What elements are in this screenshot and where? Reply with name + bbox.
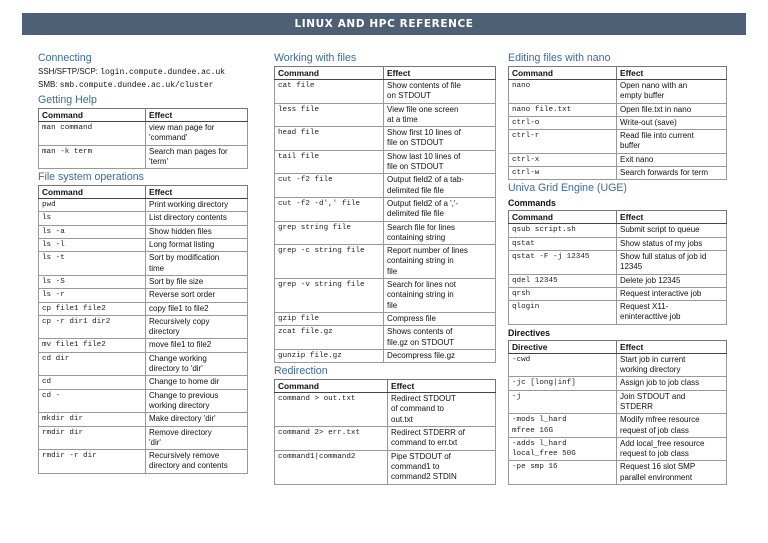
help-column-header: Command bbox=[39, 109, 146, 122]
uge-commands-command-cell: qdel 12345 bbox=[509, 274, 617, 287]
redirection-effect-cell: Redirect STDOUT of command to out.txt bbox=[388, 393, 496, 427]
filesystem-effect-cell: copy file1 to file2 bbox=[146, 302, 248, 315]
table-row bbox=[39, 212, 248, 225]
table-row bbox=[39, 450, 248, 474]
uge-commands-effect-cell: Request interactive job bbox=[617, 287, 727, 300]
uge-commands-effect-cell: Submit script to queue bbox=[617, 224, 727, 237]
filesystem-command-cell: rmdir -r dir bbox=[39, 450, 146, 474]
files-effect-cell: Output field2 of a ','- delimited file file bbox=[384, 197, 496, 221]
filesystem-command-cell: ls -S bbox=[39, 275, 146, 288]
redirection-effect-cell: Pipe STDOUT of command1 to command2 STDIN bbox=[388, 450, 496, 484]
filesystem-command-cell: ls -a bbox=[39, 225, 146, 238]
table-row bbox=[509, 390, 727, 414]
filesystem-header-row bbox=[39, 186, 248, 199]
files-command-cell: cat file bbox=[275, 80, 384, 104]
nano-column-header: Effect bbox=[617, 67, 727, 80]
redirection-table bbox=[274, 379, 496, 484]
uge-directives-table bbox=[508, 340, 727, 485]
nano-effect-cell: Open nano with an empty buffer bbox=[617, 80, 727, 104]
nano-column-header: Command bbox=[509, 67, 617, 80]
table-row bbox=[509, 274, 727, 287]
table-row bbox=[39, 315, 248, 339]
uge-commands-command-cell: qrsh bbox=[509, 287, 617, 300]
help-table bbox=[38, 108, 248, 169]
nano-command-cell: ctrl-w bbox=[509, 167, 617, 180]
table-row bbox=[509, 167, 727, 180]
redirection-column-header: Command bbox=[275, 380, 388, 393]
table-row bbox=[39, 239, 248, 252]
uge-directives-command-cell: -j bbox=[509, 390, 617, 414]
files-command-cell: grep -c string file bbox=[275, 245, 384, 279]
column-middle bbox=[274, 50, 496, 486]
nano-effect-cell: Exit nano bbox=[617, 153, 727, 166]
table-row bbox=[509, 377, 727, 390]
files-command-cell: cut -f2 -d',' file bbox=[275, 197, 384, 221]
files-command-cell: zcat file.gz bbox=[275, 326, 384, 350]
files-effect-cell: Shows contents of file.gz on STDOUT bbox=[384, 326, 496, 350]
nano-command-cell: ctrl-o bbox=[509, 116, 617, 129]
files-column-header: Command bbox=[275, 67, 384, 80]
table-row bbox=[275, 450, 496, 484]
smb-host: smb.compute.dundee.ac.uk/cluster bbox=[59, 81, 214, 90]
table-row bbox=[275, 349, 496, 362]
filesystem-command-cell: rmdir dir bbox=[39, 426, 146, 450]
uge-directives-effect-cell: Add local_free resource request to job class bbox=[617, 437, 727, 461]
table-row bbox=[39, 252, 248, 276]
table-row bbox=[509, 103, 727, 116]
filesystem-command-cell: cd dir bbox=[39, 352, 146, 376]
table-row bbox=[509, 287, 727, 300]
table-row bbox=[275, 80, 496, 104]
table-row bbox=[39, 122, 248, 146]
redirection-heading: Redirection bbox=[274, 365, 328, 378]
filesystem-effect-cell: Change to previous working directory bbox=[146, 389, 248, 413]
smb-line bbox=[38, 79, 248, 92]
uge-directives-effect-cell: Start job in current working directory bbox=[617, 353, 727, 377]
files-command-cell: gzip file bbox=[275, 312, 384, 325]
ssh-line bbox=[38, 66, 248, 79]
table-row bbox=[275, 326, 496, 350]
files-command-cell: tail file bbox=[275, 150, 384, 174]
table-row bbox=[509, 250, 727, 274]
filesystem-column-header: Command bbox=[39, 186, 146, 199]
filesystem-effect-cell: Recursively remove directory and contents bbox=[146, 450, 248, 474]
uge-commands-header-row bbox=[509, 211, 727, 224]
filesystem-effect-cell: Change working directory to 'dir' bbox=[146, 352, 248, 376]
nano-header-row bbox=[509, 67, 727, 80]
files-effect-cell: Compress file bbox=[384, 312, 496, 325]
redirection-command-cell: command 2> err.txt bbox=[275, 427, 388, 451]
table-row bbox=[275, 245, 496, 279]
uge-commands-column-header: Command bbox=[509, 211, 617, 224]
filesystem-effect-cell: List directory contents bbox=[146, 212, 248, 225]
table-row bbox=[275, 279, 496, 313]
uge-commands-command-cell: qsub script.sh bbox=[509, 224, 617, 237]
redirection-header-row bbox=[275, 380, 496, 393]
filesystem-command-cell: ls -r bbox=[39, 289, 146, 302]
redirection-effect-cell: Redirect STDERR of command to err.txt bbox=[388, 427, 496, 451]
nano-effect-cell: Search forwards for term bbox=[617, 167, 727, 180]
table-row bbox=[39, 199, 248, 212]
table-row bbox=[275, 312, 496, 325]
nano-heading: Editing files with nano bbox=[508, 52, 611, 64]
table-row bbox=[39, 339, 248, 352]
nano-command-cell: nano file.txt bbox=[509, 103, 617, 116]
table-row bbox=[509, 437, 727, 461]
files-effect-cell: View file one screen at a time bbox=[384, 103, 496, 127]
table-row bbox=[39, 145, 248, 169]
smb-label: SMB: bbox=[38, 80, 58, 89]
nano-effect-cell: Read file into current buffer bbox=[617, 130, 727, 154]
filesystem-effect-cell: Recursively copy directory bbox=[146, 315, 248, 339]
table-row bbox=[39, 302, 248, 315]
table-row bbox=[39, 426, 248, 450]
files-effect-cell: Decompress file.gz bbox=[384, 349, 496, 362]
filesystem-command-cell: ls -t bbox=[39, 252, 146, 276]
redirection-command-cell: command1|command2 bbox=[275, 450, 388, 484]
table-row bbox=[39, 289, 248, 302]
table-row bbox=[275, 427, 496, 451]
table-row bbox=[509, 116, 727, 129]
files-effect-cell: Search for lines not containing string in file bbox=[384, 279, 496, 313]
filesystem-effect-cell: move file1 to file2 bbox=[146, 339, 248, 352]
help-header-row bbox=[39, 109, 248, 122]
uge-directives-header-row bbox=[509, 340, 727, 353]
files-command-cell: gunzip file.gz bbox=[275, 349, 384, 362]
help-command-cell: man command bbox=[39, 122, 146, 146]
table-row bbox=[39, 352, 248, 376]
page-title-banner bbox=[22, 13, 746, 35]
table-row bbox=[509, 130, 727, 154]
connecting-heading: Connecting bbox=[38, 52, 92, 64]
files-command-cell: cut -f2 file bbox=[275, 174, 384, 198]
uge-commands-command-cell: qstat -F -j 12345 bbox=[509, 250, 617, 274]
nano-command-cell: ctrl-x bbox=[509, 153, 617, 166]
filesystem-command-cell: pwd bbox=[39, 199, 146, 212]
filesystem-command-cell: cd - bbox=[39, 389, 146, 413]
table-row bbox=[275, 127, 496, 151]
ssh-label: SSH/SFTP/SCP: bbox=[38, 67, 99, 76]
uge-directives-command-cell: -pe smp 16 bbox=[509, 461, 617, 485]
nano-table bbox=[508, 66, 727, 180]
filesystem-effect-cell: Sort by modification time bbox=[146, 252, 248, 276]
uge-directives-effect-cell: Request 16 slot SMP parallel environment bbox=[617, 461, 727, 485]
nano-command-cell: nano bbox=[509, 80, 617, 104]
uge-directives-effect-cell: Assign job to job class bbox=[617, 377, 727, 390]
files-table bbox=[274, 66, 496, 363]
filesystem-effect-cell: Sort by file size bbox=[146, 275, 248, 288]
uge-directives-column-header: Directive bbox=[509, 340, 617, 353]
table-row bbox=[509, 301, 727, 325]
table-row bbox=[509, 414, 727, 438]
ssh-host: login.compute.dundee.ac.uk bbox=[100, 68, 226, 77]
nano-effect-cell: Open file.txt in nano bbox=[617, 103, 727, 116]
column-right bbox=[508, 50, 727, 486]
help-column-header: Effect bbox=[146, 109, 248, 122]
filesystem-column-header: Effect bbox=[146, 186, 248, 199]
uge-directives-heading: Directives bbox=[508, 327, 551, 338]
uge-commands-column-header: Effect bbox=[617, 211, 727, 224]
uge-directives-command-cell: -jc [long|inf] bbox=[509, 377, 617, 390]
uge-commands-effect-cell: Show full status of job id 12345 bbox=[617, 250, 727, 274]
page-title: LINUX AND HPC REFERENCE bbox=[294, 18, 474, 30]
filesystem-effect-cell: Print working directory bbox=[146, 199, 248, 212]
filesystem-effect-cell: Make directory 'dir' bbox=[146, 413, 248, 426]
filesystem-command-cell: cp file1 file2 bbox=[39, 302, 146, 315]
files-effect-cell: Show last 10 lines of file on STDOUT bbox=[384, 150, 496, 174]
files-heading: Working with files bbox=[274, 52, 357, 64]
files-effect-cell: Show first 10 lines of file on STDOUT bbox=[384, 127, 496, 151]
help-command-cell: man -k term bbox=[39, 145, 146, 169]
filesystem-command-cell: mkdir dir bbox=[39, 413, 146, 426]
table-row bbox=[275, 103, 496, 127]
files-command-cell: less file bbox=[275, 103, 384, 127]
filesystem-command-cell: mv file1 file2 bbox=[39, 339, 146, 352]
redirection-column-header: Effect bbox=[388, 380, 496, 393]
table-row bbox=[275, 197, 496, 221]
uge-commands-heading: Commands bbox=[508, 198, 556, 209]
filesystem-command-cell: cd bbox=[39, 376, 146, 389]
filesystem-command-cell: ls bbox=[39, 212, 146, 225]
table-row bbox=[275, 174, 496, 198]
nano-command-cell: ctrl-r bbox=[509, 130, 617, 154]
table-row bbox=[509, 461, 727, 485]
files-command-cell: grep string file bbox=[275, 221, 384, 245]
filesystem-table bbox=[38, 185, 248, 474]
filesystem-effect-cell: Reverse sort order bbox=[146, 289, 248, 302]
table-row bbox=[509, 353, 727, 377]
uge-commands-effect-cell: Request X11- eninteracttive job bbox=[617, 301, 727, 325]
uge-directives-command-cell: -mods l_hard mfree 16G bbox=[509, 414, 617, 438]
filesystem-effect-cell: Change to home dir bbox=[146, 376, 248, 389]
filesystem-command-cell: ls -l bbox=[39, 239, 146, 252]
uge-directives-command-cell: -cwd bbox=[509, 353, 617, 377]
files-effect-cell: Search file for lines containing string bbox=[384, 221, 496, 245]
table-row bbox=[509, 80, 727, 104]
files-column-header: Effect bbox=[384, 67, 496, 80]
table-row bbox=[39, 275, 248, 288]
uge-directives-column-header: Effect bbox=[617, 340, 727, 353]
uge-commands-effect-cell: Delete job 12345 bbox=[617, 274, 727, 287]
table-row bbox=[275, 221, 496, 245]
table-row bbox=[509, 237, 727, 250]
files-command-cell: grep -v string file bbox=[275, 279, 384, 313]
uge-directives-command-cell: -adds l_hard local_free 50G bbox=[509, 437, 617, 461]
files-command-cell: head file bbox=[275, 127, 384, 151]
table-row bbox=[39, 389, 248, 413]
uge-commands-effect-cell: Show status of my jobs bbox=[617, 237, 727, 250]
files-effect-cell: Report number of lines containing string in file bbox=[384, 245, 496, 279]
filesystem-effect-cell: Long format listing bbox=[146, 239, 248, 252]
uge-commands-command-cell: qstat bbox=[509, 237, 617, 250]
filesystem-effect-cell: Remove directory 'dir' bbox=[146, 426, 248, 450]
filesystem-effect-cell: Show hidden files bbox=[146, 225, 248, 238]
uge-directives-effect-cell: Join STDOUT and STDERR bbox=[617, 390, 727, 414]
uge-heading: Univa Grid Engine (UGE) bbox=[508, 182, 627, 195]
help-effect-cell: Search man pages for 'term' bbox=[146, 145, 248, 169]
table-row bbox=[39, 225, 248, 238]
help-heading: Getting Help bbox=[38, 94, 97, 106]
filesystem-heading: File system operations bbox=[38, 171, 144, 184]
uge-commands-table bbox=[508, 210, 727, 324]
table-row bbox=[509, 224, 727, 237]
table-row bbox=[39, 413, 248, 426]
uge-commands-command-cell: qlogin bbox=[509, 301, 617, 325]
table-row bbox=[39, 376, 248, 389]
filesystem-command-cell: cp -r dir1 dir2 bbox=[39, 315, 146, 339]
table-row bbox=[509, 153, 727, 166]
column-left bbox=[38, 50, 248, 475]
help-effect-cell: view man page for 'command' bbox=[146, 122, 248, 146]
files-header-row bbox=[275, 67, 496, 80]
redirection-command-cell: command > out.txt bbox=[275, 393, 388, 427]
files-effect-cell: Show contents of file on STDOUT bbox=[384, 80, 496, 104]
nano-effect-cell: Write-out (save) bbox=[617, 116, 727, 129]
table-row bbox=[275, 393, 496, 427]
table-row bbox=[275, 150, 496, 174]
files-effect-cell: Output field2 of a tab- delimited file file bbox=[384, 174, 496, 198]
uge-directives-effect-cell: Modify mfree resource request of job class bbox=[617, 414, 727, 438]
